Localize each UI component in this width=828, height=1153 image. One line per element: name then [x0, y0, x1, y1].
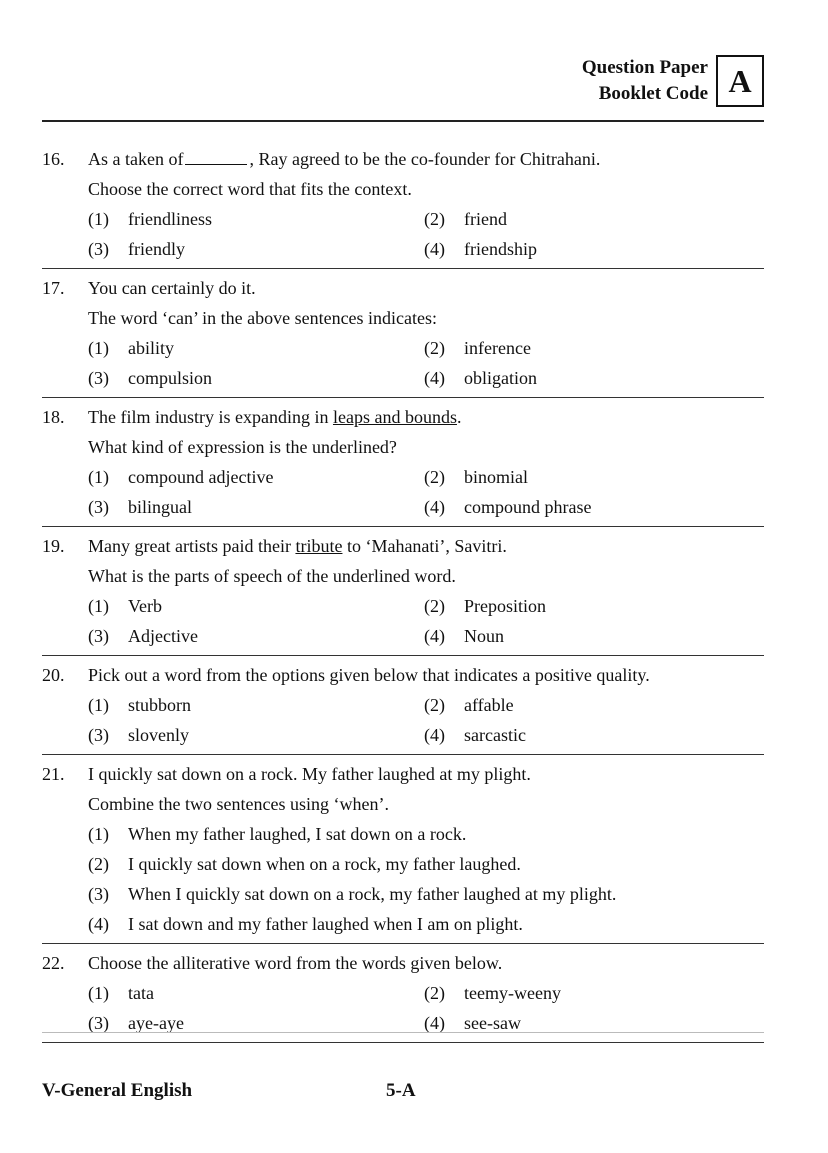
option-4[interactable]: (4) I sat down and my father laughed when I am on plight. — [88, 914, 523, 934]
options — [42, 690, 764, 750]
question-20 — [42, 656, 764, 755]
option-3[interactable]: (3) friendly — [88, 239, 185, 259]
subject-label: V-General English — [42, 1080, 193, 1101]
underlined-word: tribute — [295, 536, 343, 556]
option-3[interactable]: (3) slovenly — [88, 725, 189, 745]
booklet-code-label — [582, 55, 708, 107]
option-4[interactable]: (4) compound phrase — [424, 497, 592, 517]
question-stem: As a taken of , Ray agreed to be the co-founder for Chitrahani. — [88, 149, 601, 169]
option-1[interactable]: (1) Verb — [88, 596, 162, 616]
option-2[interactable]: (2) teemy-weeny — [424, 983, 561, 1003]
question-stem: The film industry is expanding in leaps and bounds. — [88, 407, 462, 427]
options — [42, 819, 764, 939]
option-2[interactable]: (2) inference — [424, 338, 531, 358]
option-3[interactable]: (3) bilingual — [88, 497, 192, 517]
option-2[interactable]: (2) affable — [424, 695, 514, 715]
option-1[interactable]: (1) tata — [88, 983, 154, 1003]
question-list — [42, 140, 764, 1043]
question-stem: Choose the alliterative word from the words given below. — [88, 953, 503, 973]
question-instruction: What is the parts of speech of the underlined word. — [88, 566, 456, 586]
header-divider — [42, 120, 764, 122]
booklet-code-header — [582, 55, 764, 107]
option-4[interactable]: (4) sarcastic — [424, 725, 526, 745]
question-16 — [42, 140, 764, 269]
options — [42, 462, 764, 522]
option-4[interactable]: (4) see-saw — [424, 1013, 521, 1033]
option-3[interactable]: (3) compulsion — [88, 368, 212, 388]
question-22 — [42, 944, 764, 1043]
question-stem: I quickly sat down on a rock. My father laughed at my plight. — [88, 764, 531, 784]
fill-in-blank — [185, 150, 247, 165]
option-2[interactable]: (2) friend — [424, 209, 507, 229]
question-21 — [42, 755, 764, 944]
question-stem: Pick out a word from the options given below that indicates a positive quality. — [88, 665, 650, 685]
options — [42, 333, 764, 393]
option-2[interactable]: (2) binomial — [424, 467, 528, 487]
footer-divider — [42, 1032, 764, 1033]
option-1[interactable]: (1) ability — [88, 338, 174, 358]
question-number: 19. — [42, 536, 65, 556]
question-number: 22. — [42, 953, 65, 973]
option-1[interactable]: (1) stubborn — [88, 695, 191, 715]
booklet-code-box: A — [716, 55, 764, 107]
option-1[interactable]: (1) When my father laughed, I sat down on a rock. — [88, 824, 467, 844]
option-2[interactable]: (2) I quickly sat down when on a rock, my father laughed. — [88, 854, 521, 874]
option-4[interactable]: (4) obligation — [424, 368, 537, 388]
question-17 — [42, 269, 764, 398]
question-19 — [42, 527, 764, 656]
booklet-code-text: Booklet Code — [598, 83, 708, 104]
options — [42, 204, 764, 264]
question-number: 17. — [42, 278, 65, 298]
question-instruction: What kind of expression is the underlined? — [88, 437, 397, 457]
option-3[interactable]: (3) Adjective — [88, 626, 198, 646]
question-stem: You can certainly do it. — [88, 278, 256, 298]
question-number: 16. — [42, 149, 65, 169]
option-1[interactable]: (1) friendliness — [88, 209, 212, 229]
option-4[interactable]: (4) friendship — [424, 239, 537, 259]
question-paper-label: Question Paper — [581, 57, 708, 78]
question-instruction: Choose the correct word that fits the context. — [88, 179, 412, 199]
question-instruction: Combine the two sentences using ‘when’. — [88, 794, 389, 814]
question-instruction: The word ‘can’ in the above sentences indicates: — [88, 308, 438, 328]
question-18 — [42, 398, 764, 527]
option-3[interactable]: (3) When I quickly sat down on a rock, my father laughed at my plight. — [88, 884, 617, 904]
question-number: 18. — [42, 407, 65, 427]
underlined-phrase: leaps and bounds — [332, 407, 457, 427]
options — [42, 591, 764, 651]
options — [42, 978, 764, 1038]
option-4[interactable]: (4) Noun — [424, 626, 504, 646]
option-2[interactable]: (2) Preposition — [424, 596, 547, 616]
question-number: 21. — [42, 764, 65, 784]
option-3[interactable]: (3) aye-aye — [88, 1013, 184, 1033]
option-1[interactable]: (1) compound adjective — [88, 467, 274, 487]
page-number: 5-A — [386, 1080, 416, 1101]
question-number: 20. — [42, 665, 65, 685]
question-stem: Many great artists paid their tribute to ‘Mahanati’, Savitri. — [88, 536, 507, 556]
